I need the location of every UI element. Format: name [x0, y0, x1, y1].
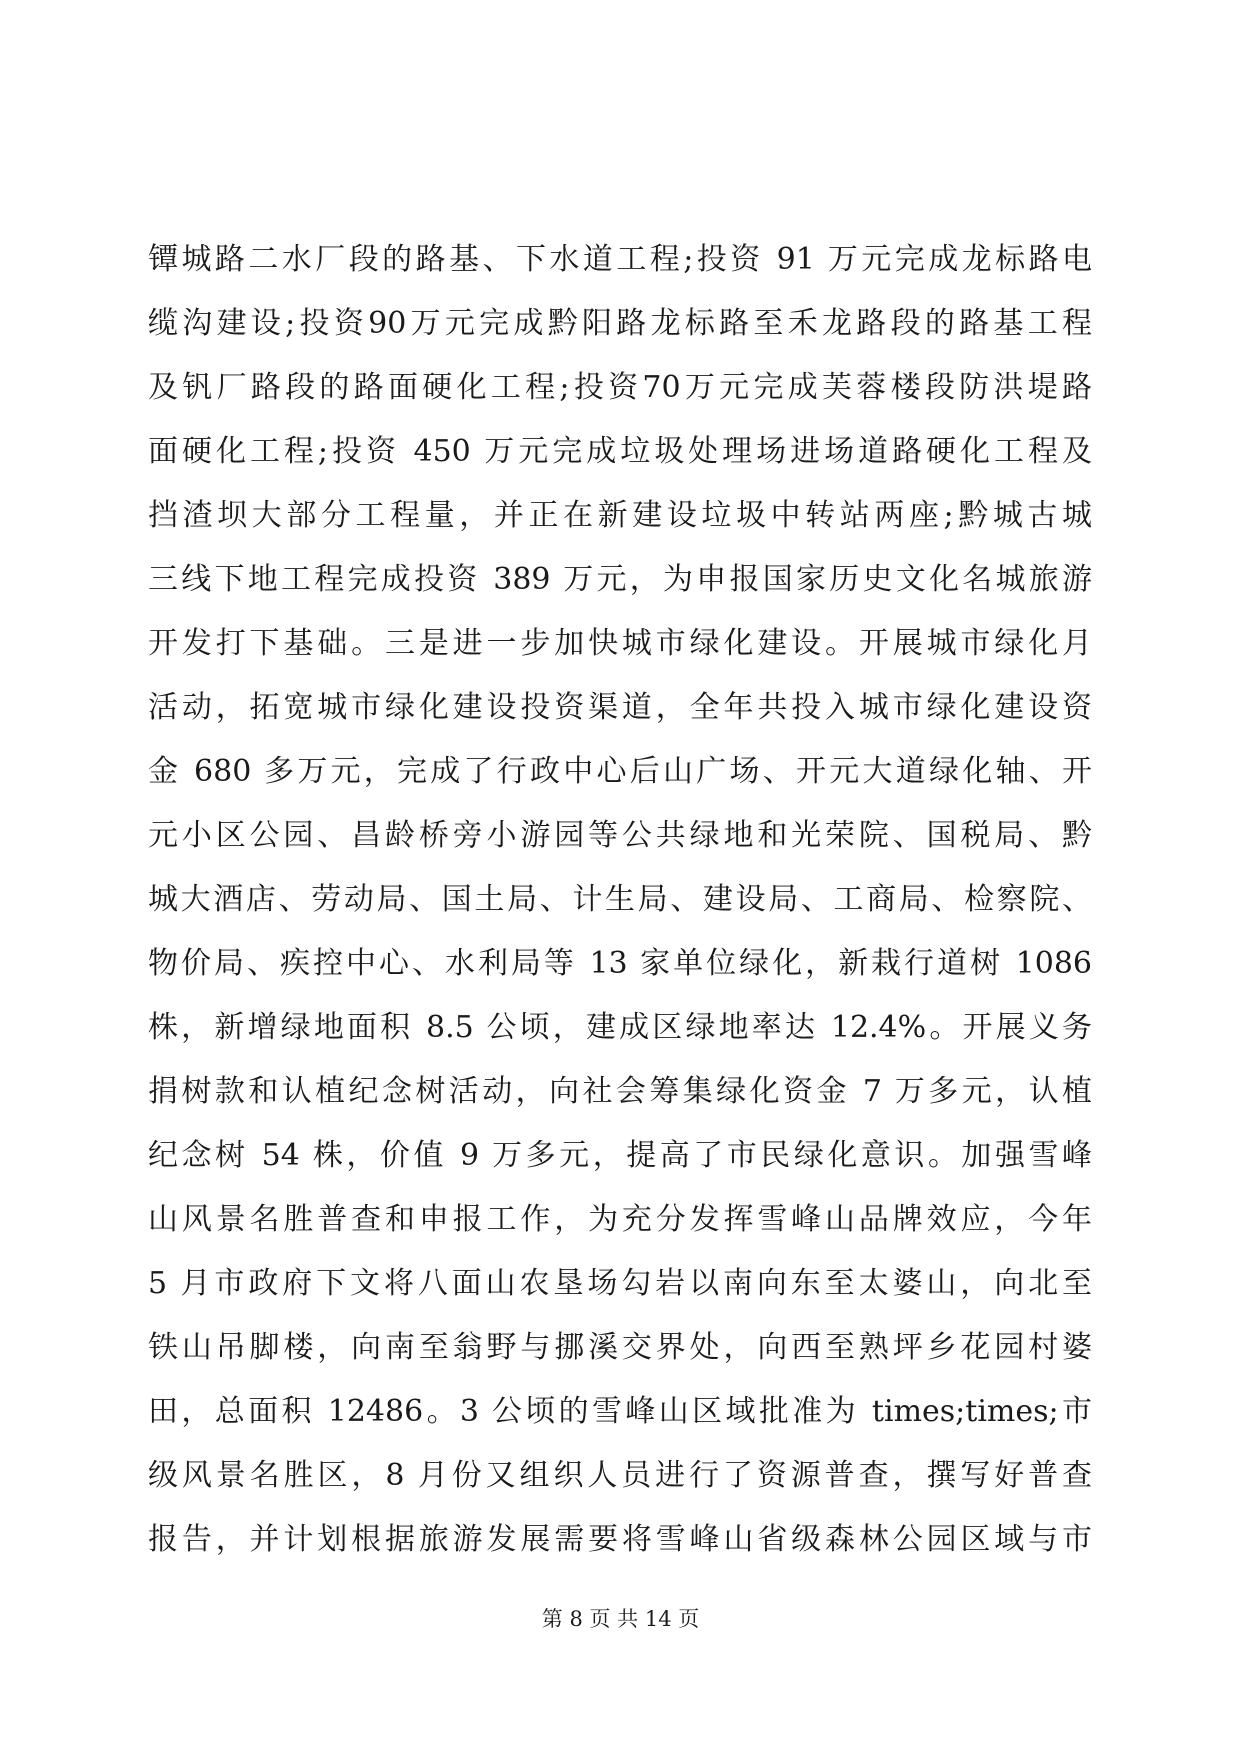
text-line: 报告，并计划根据旅游发展需要将雪峰山省级森林公园区域与市	[148, 1522, 1092, 1557]
text-line: 山风景名胜普查和申报工作，为充分发挥雪峰山品牌效应，今年	[148, 1202, 1092, 1237]
text-line: 捐树款和认植纪念树活动，向社会筹集绿化资金 7 万多元，认植	[148, 1074, 1092, 1109]
text-line: 纪念树 54 株，价值 9 万多元，提高了市民绿化意识。加强雪峰	[148, 1138, 1092, 1173]
text-line: 元小区公园、昌龄桥旁小游园等公共绿地和光荣院、国税局、黔	[148, 818, 1092, 853]
text-line: 活动，拓宽城市绿化建设投资渠道，全年共投入城市绿化建设资	[148, 690, 1092, 725]
text-line: 株，新增绿地面积 8.5 公顷，建成区绿地率达 12.4%。开展义务	[148, 1010, 1092, 1045]
text-line: 缆沟建设;投资90万元完成黔阳路龙标路至禾龙路段的路基工程	[148, 306, 1092, 341]
text-line: 级风景名胜区，8 月份又组织人员进行了资源普查，撰写好普查	[148, 1458, 1092, 1493]
text-line: 金 680 多万元，完成了行政中心后山广场、开元大道绿化轴、开	[148, 754, 1092, 789]
text-line: 城大酒店、劳动局、国土局、计生局、建设局、工商局、检察院、	[148, 882, 1092, 917]
text-line: 挡渣坝大部分工程量，并正在新建设垃圾中转站两座;黔城古城	[148, 498, 1092, 533]
text-line: 镡城路二水厂段的路基、下水道工程;投资 91 万元完成龙标路电	[148, 242, 1092, 277]
text-line: 及钒厂路段的路面硬化工程;投资70万元完成芙蓉楼段防洪堤路	[148, 370, 1092, 405]
text-line: 面硬化工程;投资 450 万元完成垃圾处理场进场道路硬化工程及	[148, 434, 1092, 469]
page-number-footer: 第 8 页 共 14 页	[541, 1607, 700, 1631]
text-line: 三线下地工程完成投资 389 万元，为申报国家历史文化名城旅游	[148, 562, 1092, 597]
body-text	[148, 228, 1092, 1572]
text-line: 开发打下基础。三是进一步加快城市绿化建设。开展城市绿化月	[148, 626, 1092, 661]
text-line: 物价局、疾控中心、水利局等 13 家单位绿化，新栽行道树 1086	[148, 946, 1092, 981]
text-line: 田，总面积 12486。3 公顷的雪峰山区域批准为 times;times;市	[148, 1394, 1092, 1429]
text-line: 铁山吊脚楼，向南至翁野与挪溪交界处，向西至熟坪乡花园村婆	[148, 1330, 1092, 1365]
text-line: 5 月市政府下文将八面山农垦场勾岩以南向东至太婆山，向北至	[148, 1266, 1092, 1301]
